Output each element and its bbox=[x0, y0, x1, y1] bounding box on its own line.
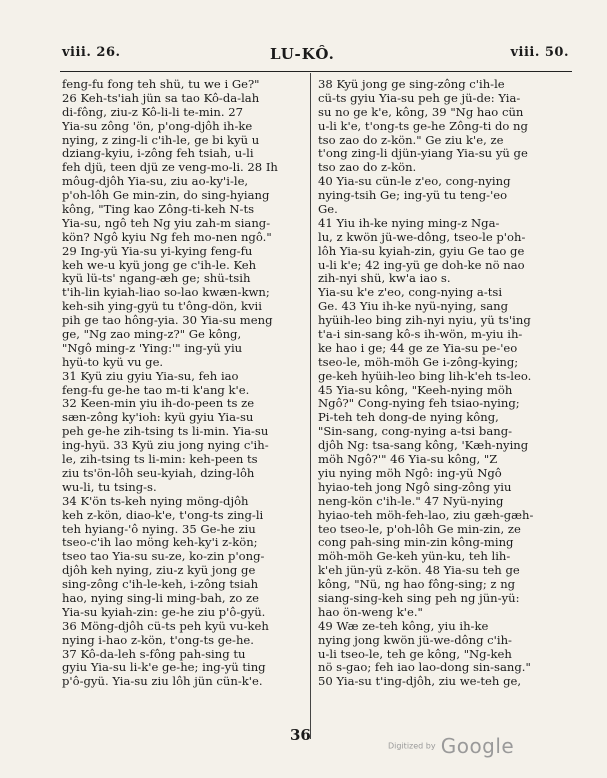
running-head-left: viii. 26. bbox=[62, 45, 121, 60]
text-line: yiu nying möh Ngô: ing-yü Ngô bbox=[318, 466, 502, 480]
text-line: di-fông, ziu-z Kô-li-li te-min. 27 bbox=[62, 105, 243, 119]
text-line: tso zao do z-kön." Ge ziu k'e, ze bbox=[318, 133, 504, 147]
text-line: sæn-zông ky'ioh: kyü gyiu Yia-su bbox=[62, 411, 254, 425]
text-line: 31 Kyü ziu gyiu Yia-su, feh iao bbox=[62, 369, 239, 383]
text-line: ziu ts'ön-lôh seu-kyiah, dzing-lôh bbox=[62, 466, 255, 480]
text-line: lu, z kwön jü-we-dông, tseo-le p'oh- bbox=[318, 230, 526, 244]
text-line: tseo-le, möh-möh Ge i-zông-kying; bbox=[318, 355, 519, 369]
text-line: 26 Keh-ts'iah jün sa tao Kô-da-lah bbox=[62, 91, 260, 105]
text-line: feh djü, teen djü ze veng-mo-li. 28 Ih bbox=[62, 161, 278, 175]
text-line: cong pah-sing min-zin kông-ming bbox=[318, 536, 514, 550]
text-line: nying jong kwön jü-we-dông c'ih- bbox=[318, 633, 512, 647]
text-line: p'ô-gyü. Yia-su ziu lôh jün cün-k'e. bbox=[62, 675, 263, 689]
text-line: pih ge tao hông-yia. 30 Yia-su meng bbox=[62, 314, 273, 328]
text-line: 32 Keen-min yiu ih-do-peen ts ze bbox=[62, 397, 255, 411]
text-line: u-li k'e, t'ong-ts ge-he Zông-ti do ng bbox=[318, 119, 528, 133]
text-line: 36 Möng-djôh cü-ts peh kyü vu-keh bbox=[62, 619, 269, 633]
text-line: Yia-su zông 'ön, p'ong-djôh ih-ke bbox=[62, 119, 253, 133]
text-line: Yia-su, ngô teh Ng yiu zah-m siang- bbox=[62, 216, 271, 230]
text-line: tseo-c'ih lao möng keh-ky'i z-kön; bbox=[62, 536, 258, 550]
text-line: dziang-kyiu, i-zông feh tsiah, u-li bbox=[62, 147, 254, 161]
text-line: hao ön-weng k'e." bbox=[318, 605, 423, 619]
text-line: le, zih-tsing ts li-min: keh-peen ts bbox=[62, 453, 258, 467]
text-line: t'ong zing-li djün-yiang Yia-su yü ge bbox=[318, 147, 528, 161]
text-line: sing-zông c'ih-le-keh, i-zông tsiah bbox=[62, 578, 259, 592]
text-line: Ge. 43 Yiu ih-ke nyü-nying, sang bbox=[318, 300, 509, 314]
text-line: kông, "Ting kao Zông-ti-keh N-ts bbox=[62, 203, 255, 217]
text-line: 37 Kô-da-leh s-fông pah-sing tu bbox=[62, 647, 246, 661]
text-line: 45 Yia-su kông, "Keeh-nying möh bbox=[318, 383, 513, 397]
text-line: feng-fu fong teh shü, tu we i Ge?" bbox=[62, 78, 260, 91]
text-line: ge-keh hyüih-leo bing lih-k'eh ts-leo. bbox=[318, 369, 532, 383]
column-divider bbox=[310, 73, 311, 739]
text-line: 34 K'ön ts-keh nying möng-djôh bbox=[62, 494, 249, 508]
header-rule bbox=[60, 71, 572, 72]
left-text-column bbox=[62, 78, 304, 738]
watermark-prefix: Digitized by bbox=[388, 741, 436, 751]
text-line: u-li tseo-le, teh ge kông, "Ng-keh bbox=[318, 647, 512, 661]
text-line: wu-li, tu tsing-s. bbox=[62, 480, 157, 494]
text-line: teo tseo-le, p'oh-lôh Ge min-zin, ze bbox=[318, 522, 521, 536]
text-line: 41 Yiu ih-ke nying ming-z Nga- bbox=[318, 216, 500, 230]
text-line: keh we-u kyü jong ge c'ih-le. Keh bbox=[62, 258, 257, 272]
text-line: djôh keh nying, ziu-z kyü jong ge bbox=[62, 564, 256, 578]
text-line: keh z-kön, diao-k'e, t'ong-ts zing-li bbox=[62, 508, 264, 522]
text-line: zih-nyi shü, kw'a iao s. bbox=[318, 272, 451, 286]
text-line: kyü lü-ts' ngang-æh ge; shü-tsih bbox=[62, 272, 251, 286]
google-watermark bbox=[388, 734, 514, 758]
text-line: hyiao-teh möh-feh-lao, ziu gæh-gæh- bbox=[318, 508, 534, 522]
right-text-column bbox=[318, 78, 574, 738]
text-line: Yia-su k'e z'eo, cong-nying a-tsi bbox=[318, 286, 503, 300]
text-line: feng-fu ge-he tao m-ti k'ang k'e. bbox=[62, 383, 250, 397]
text-line: siang-sing-keh sing peh ng jün-yü: bbox=[318, 591, 520, 605]
text-line: hao, nying sing-li ming-bah, zo ze bbox=[62, 591, 260, 605]
text-line: tso zao do z-kön. bbox=[318, 161, 417, 175]
text-line: 38 Kyü jong ge sing-zông c'ih-le bbox=[318, 78, 505, 91]
text-line: lôh Yia-su kyiah-zin, gyiu Ge tao ge bbox=[318, 244, 525, 258]
text-line: su no ge k'e, kông, 39 "Ng hao cün bbox=[318, 105, 524, 119]
text-line: nying, z zing-li c'ih-le, ge bi kyü u bbox=[62, 133, 260, 147]
text-line: Ngô?" Cong-nying feh tsiao-nying; bbox=[318, 397, 520, 411]
text-line: djôh Ng: tsa-sang kông, 'Kæh-nying bbox=[318, 439, 529, 453]
text-line: ge, "Ng zao ming-z?" Ge kông, bbox=[62, 328, 242, 342]
text-line: ke hao i ge; 44 ge ze Yia-su pe-'eo bbox=[318, 341, 518, 355]
text-line: môug-djôh Yia-su, ziu ao-ky'i-le, bbox=[62, 175, 249, 189]
text-line: kön? Ngô kyiu Ng feh mo-nen ngô." bbox=[62, 230, 272, 244]
text-line: 40 Yia-su cün-le z'eo, cong-nying bbox=[318, 175, 511, 189]
text-line: k'eh jün-yü z-kön. 48 Yia-su teh ge bbox=[318, 564, 520, 578]
text-line: gyiu Yia-su li-k'e ge-he; ing-yü ting bbox=[62, 661, 266, 675]
text-line: "Ngô ming-z 'Ying:'" ing-yü yiu bbox=[62, 341, 243, 355]
text-line: möh-möh Ge-keh yün-ku, teh lih- bbox=[318, 550, 511, 564]
text-line: tseo tao Yia-su su-ze, ko-zin p'ong- bbox=[62, 550, 265, 564]
text-line: hyüih-leo bing zih-nyi nyiu, yü ts'ing bbox=[318, 314, 531, 328]
text-line: nying i-hao z-kön, t'ong-ts ge-he. bbox=[62, 633, 254, 647]
text-line: cü-ts gyiu Yia-su peh ge jü-de: Yia- bbox=[318, 91, 521, 105]
text-line: t'a-i sin-sang kô-s ih-wön, m-yiu ih- bbox=[318, 328, 523, 342]
text-line: Ge. bbox=[318, 203, 338, 217]
text-line: neng-kön c'ih-le." 47 Nyü-nying bbox=[318, 494, 504, 508]
text-line: ing-hyü. 33 Kyü ziu jong nying c'ih- bbox=[62, 439, 269, 453]
text-line: 50 Yia-su t'ing-djôh, ziu we-teh ge, bbox=[318, 675, 522, 689]
text-line: u-li k'e; 42 ing-yü ge doh-ke nö nao bbox=[318, 258, 525, 272]
text-line: peh ge-he zih-tsing ts li-min. Yia-su bbox=[62, 425, 269, 439]
text-line: 49 Wæ ze-teh kông, yiu ih-ke bbox=[318, 619, 489, 633]
text-line: hyiao-teh jong Ngô sing-zông yiu bbox=[318, 480, 512, 494]
text-line: möh Ngô?'" 46 Yia-su kông, "Z bbox=[318, 453, 498, 467]
page-title: LU-KÔ. bbox=[270, 45, 335, 63]
text-line: Yia-su kyiah-zin: ge-he ziu p'ô-gyü. bbox=[62, 605, 266, 619]
text-line: t'ih-lin kyiah-liao so-lao kwæn-kwn; bbox=[62, 286, 270, 300]
text-line: teh hyiang-'ô nying. 35 Ge-he ziu bbox=[62, 522, 256, 536]
running-head-right: viii. 50. bbox=[510, 45, 569, 60]
text-line: nying-tsih Ge; ing-yü tu teng-'eo bbox=[318, 189, 508, 203]
text-line: keh-sih ying-gyü tu t'ông-dön, kvii bbox=[62, 300, 262, 314]
text-line: nö s-gao; feh iao lao-dong sin-sang." bbox=[318, 661, 531, 675]
text-line: "Sin-sang, cong-nying a-tsi bang- bbox=[318, 425, 513, 439]
text-line: p'oh-lôh Ge min-zin, do sing-hyiang bbox=[62, 189, 270, 203]
page-number: 36 bbox=[290, 726, 311, 744]
text-line: Pi-teh teh dong-de nying kông, bbox=[318, 411, 499, 425]
google-logo: Google bbox=[440, 734, 515, 758]
text-line: hyü-to kyü vu ge. bbox=[62, 355, 164, 369]
text-line: kông, "Nü, ng hao fông-sing; z ng bbox=[318, 578, 516, 592]
text-line: 29 Ing-yü Yia-su yi-kying feng-fu bbox=[62, 244, 253, 258]
